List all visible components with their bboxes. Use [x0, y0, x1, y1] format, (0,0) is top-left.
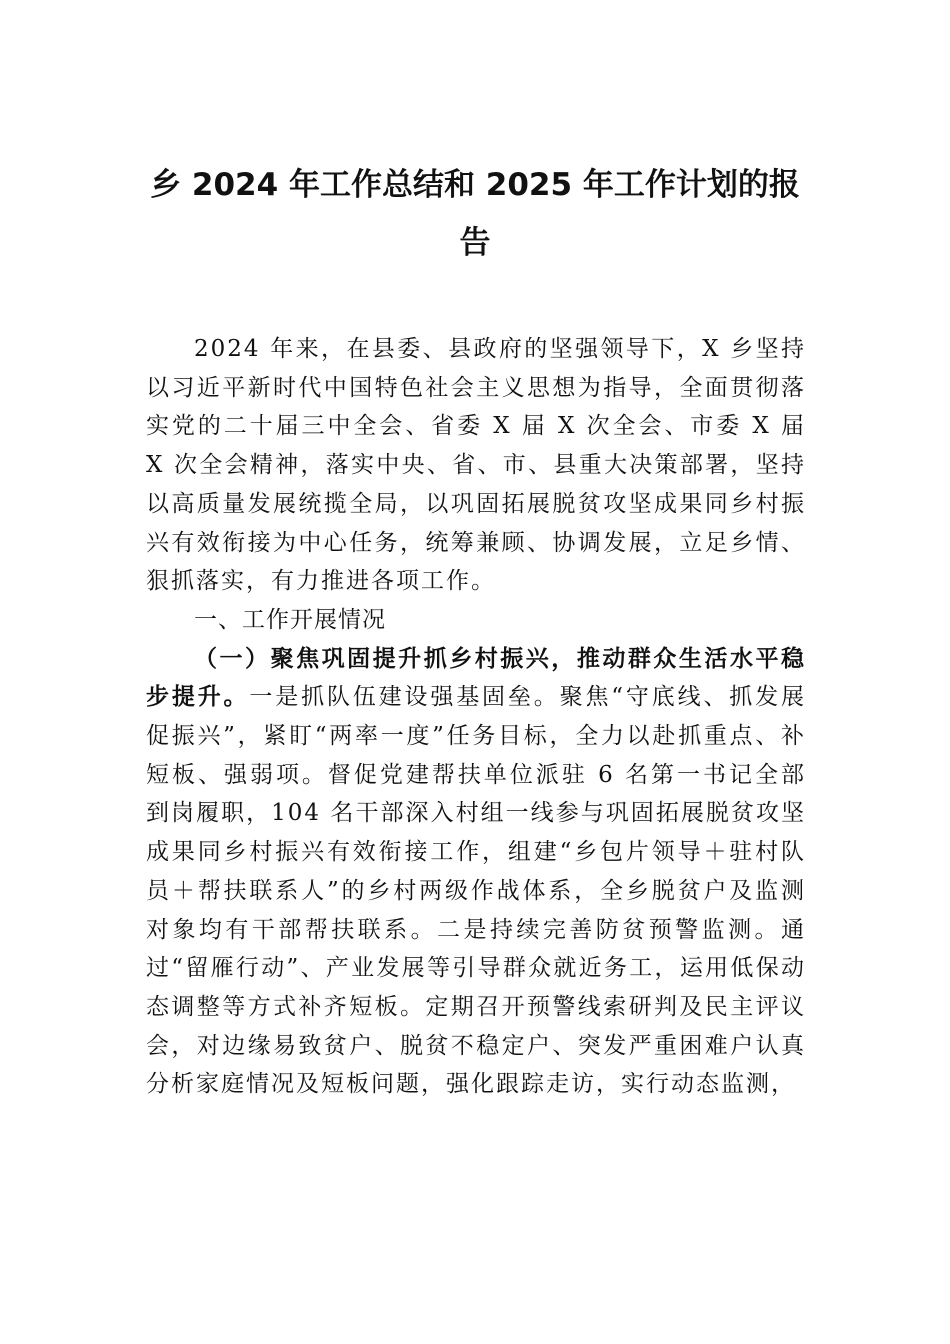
subsection-1-lead: （一）聚焦巩固提升抓乡村振兴，推动群众生活水平稳步提升。 [146, 644, 806, 711]
document-title-line-1: 乡 2024 年工作总结和 2025 年工作计划的报 [150, 167, 800, 203]
subsection-1-body: 一是抓队伍建设强基固垒。聚焦“守底线、抓发展促振兴”，紧盯“两率一度”任务目标，全力以赴抓重点、补短板、强弱项。督促党建帮扶单位派驻 6 名第一书记全部到岗履职，104 名干部深入村组一线参与巩固拓展脱贫攻坚成果同乡村振兴有效衔接工作，组建“乡包片领导＋驻村队员＋帮扶联系人”的乡村两级作战体系，全乡脱贫户及监测对象均有干部帮扶联系。二是持续完善防贫预警监测。通过“留雁行动”、产业发展等引导群众就近务工，运用低保动态调整等方式补齐短板。定期召开预警线索研判及民主评议会，对边缘易致贫户、脱贫不稳定户、突发严重困难户认真分析家庭情况及短板问题，强化跟踪走访，实行动态监测， [146, 684, 807, 1098]
document-title [140, 156, 810, 272]
document-body [146, 330, 806, 1104]
document-title-line-2: 告 [459, 225, 491, 261]
intro-paragraph: 2024 年来，在县委、县政府的坚强领导下，X 乡坚持以习近平新时代中国特色社会主义思想为指导，全面贯彻落实党的二十届三中全会、省委 X 届 X 次全会、市委 X 届 X 次全会精神，落实中央、省、市、县重大决策部署，坚持以高质量发展统揽全局，以巩固拓展脱贫攻坚成果同乡村振兴有效衔接为中心任务，统筹兼顾、协调发展，立足乡情、狠抓落实，有力推进各项工作。 [146, 336, 806, 595]
subsection-1-paragraph [146, 640, 806, 1104]
section-heading-work-progress: 一、工作开展情况 [194, 606, 386, 633]
